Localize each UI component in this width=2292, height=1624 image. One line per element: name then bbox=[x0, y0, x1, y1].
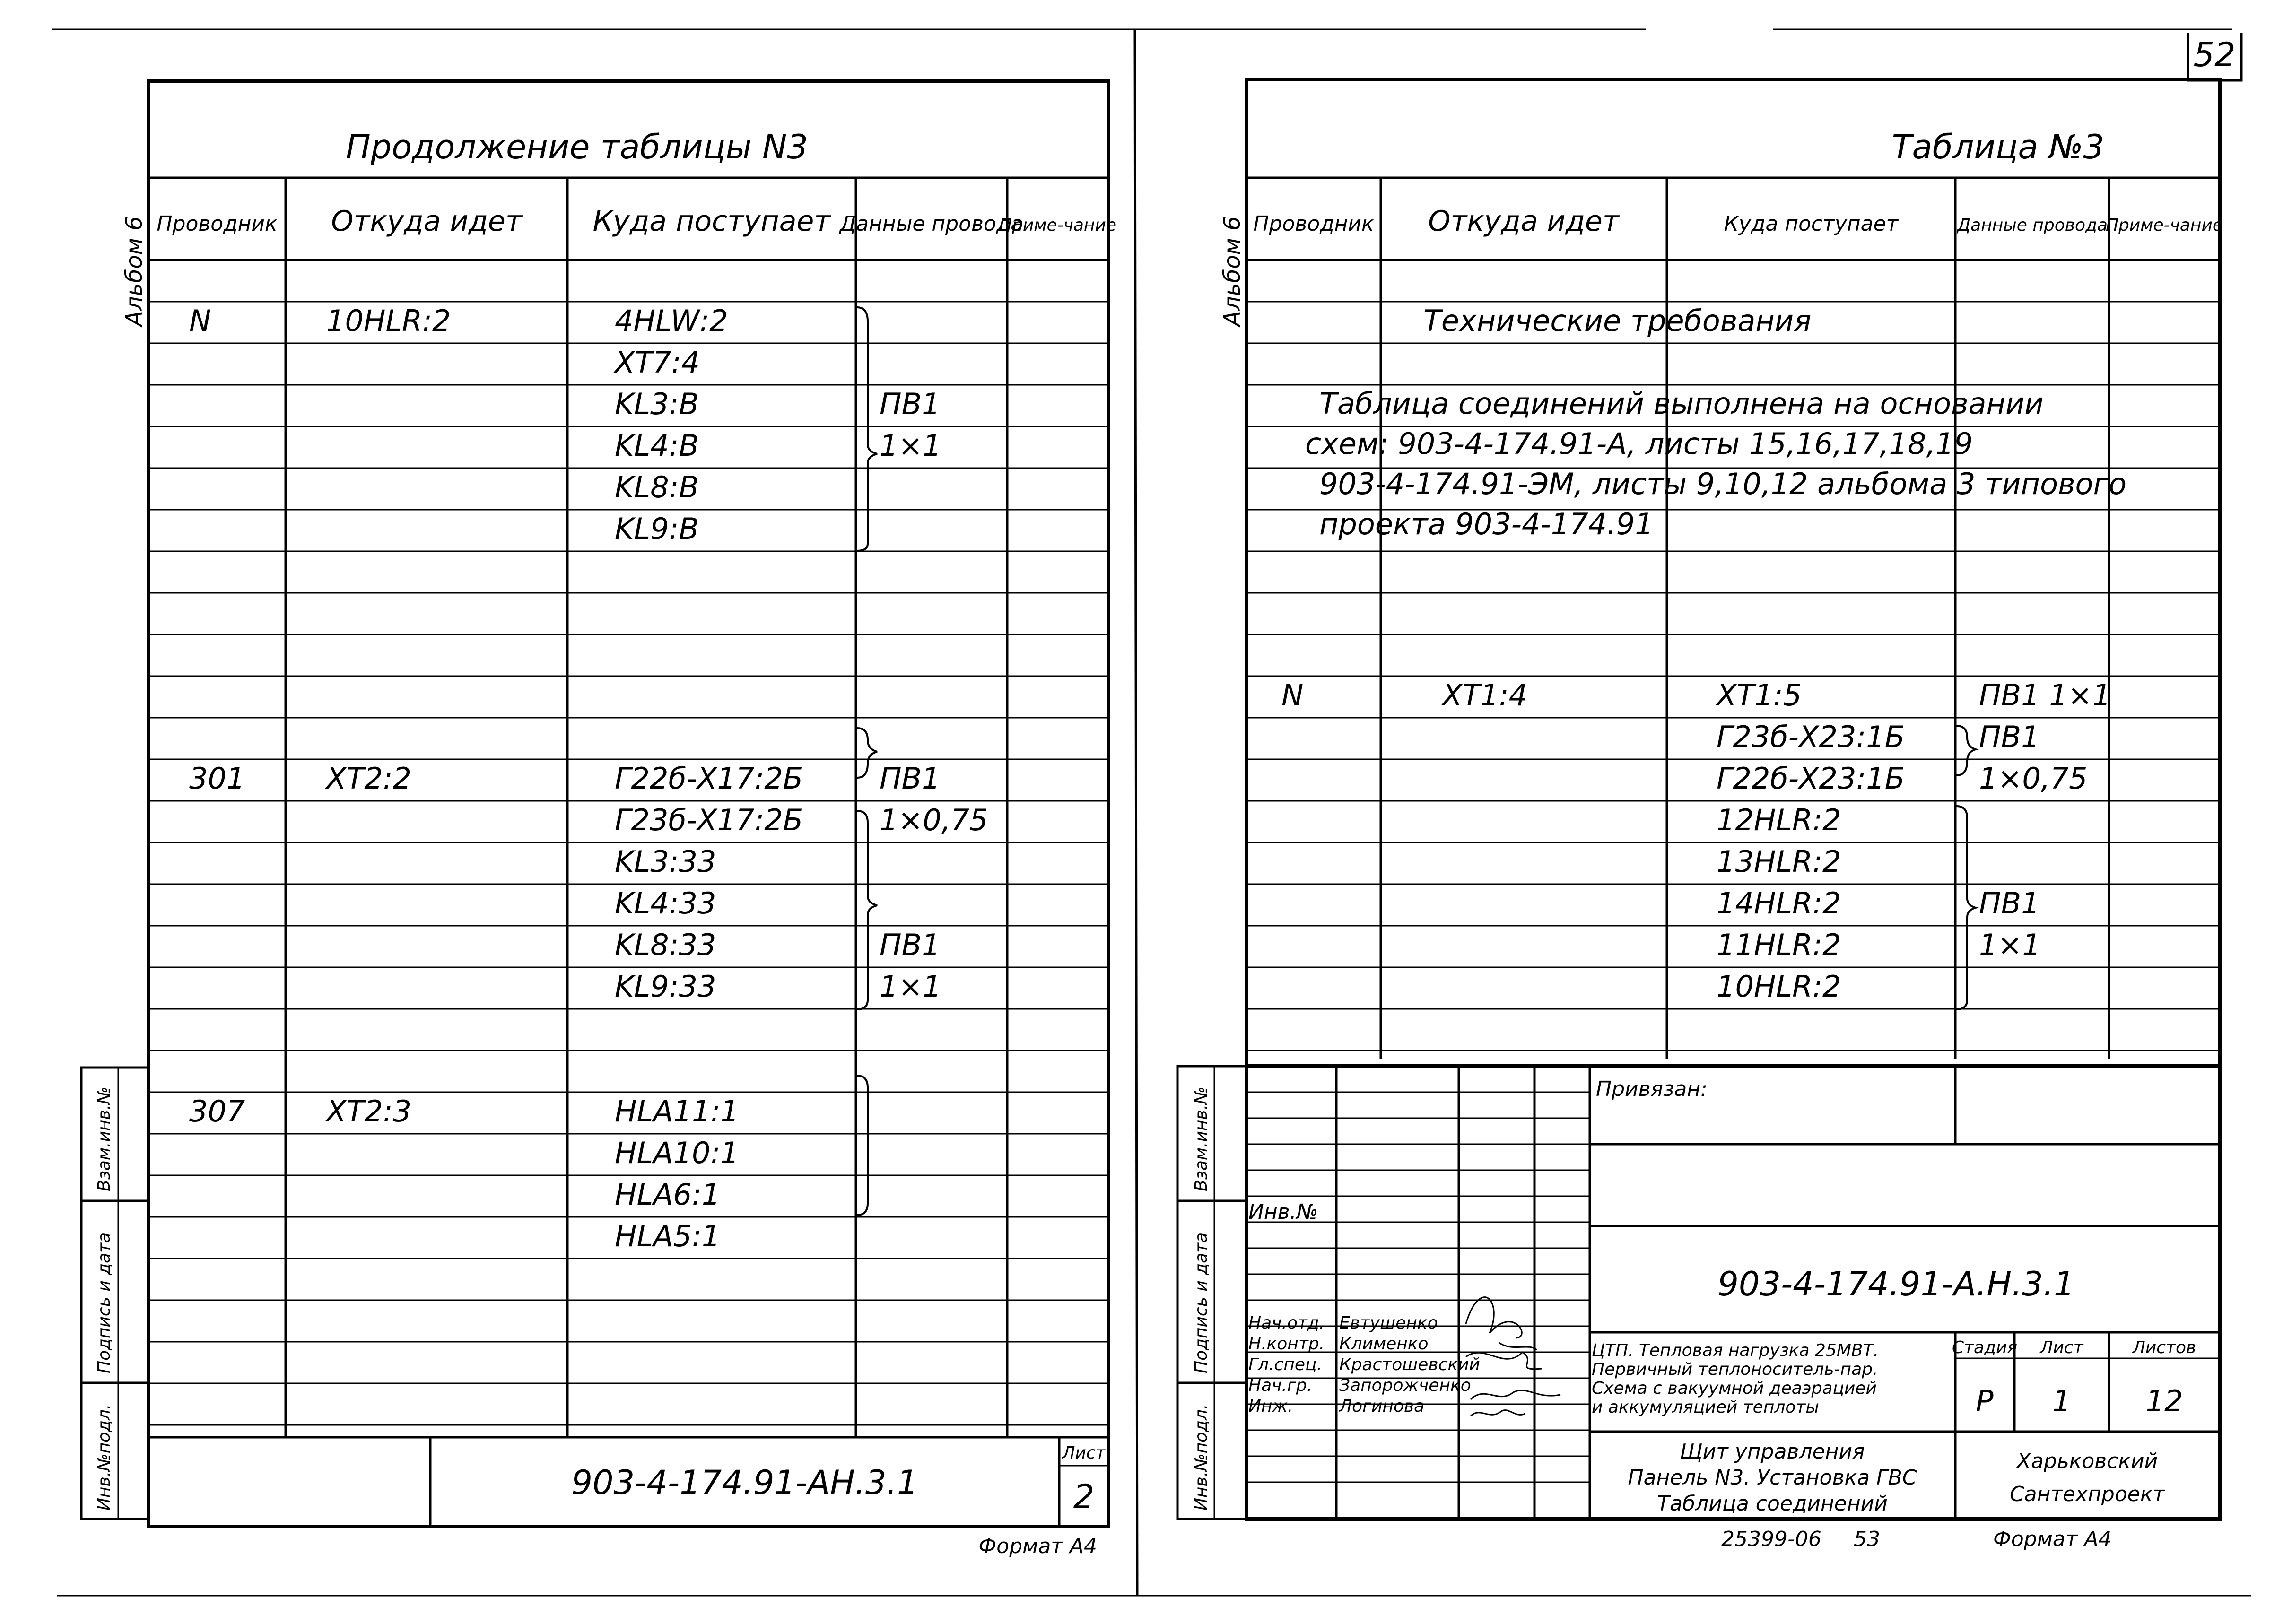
right-cell-data: 1×1 bbox=[1979, 928, 2041, 962]
staff-role: Инж. bbox=[1248, 1397, 1293, 1416]
right-brace-1 bbox=[1956, 726, 1976, 775]
staff-name: Запорожченко bbox=[1339, 1376, 1471, 1395]
right-cell-data: ПВ1 1×1 bbox=[1979, 678, 2111, 712]
left-title: Продолжение таблицы N3 bbox=[346, 128, 808, 166]
stage-value: Р bbox=[1976, 1384, 1994, 1418]
order-number: 25399-06 bbox=[1721, 1527, 1821, 1551]
staff-list bbox=[1248, 1313, 1480, 1416]
staff-name: Крастошевский bbox=[1339, 1355, 1480, 1374]
sheets-value: 12 bbox=[2145, 1384, 2183, 1418]
right-cell-to: 14HLR:2 bbox=[1717, 886, 1841, 921]
right-cell-to: XT1:5 bbox=[1717, 678, 1802, 712]
left-cell-data: 1×0,75 bbox=[880, 803, 988, 837]
panel-line-2: Панель N3. Установка ГВС bbox=[1628, 1466, 1917, 1490]
org-line-2: Сантехпроект bbox=[2009, 1482, 2165, 1506]
tech-req-line-1: Таблица соединений выполнена на основании bbox=[1319, 386, 2044, 421]
left-table-body bbox=[148, 302, 1108, 1425]
right-cell-data: ПВ1 bbox=[1979, 720, 2040, 754]
panel-line-1: Щит управления bbox=[1680, 1440, 1865, 1464]
left-cell-to: HLA5:1 bbox=[615, 1219, 721, 1253]
right-header-to: Куда поступает bbox=[1724, 212, 1899, 236]
left-cell-from: XT2:2 bbox=[326, 761, 412, 796]
right-cell-conductor: N bbox=[1281, 678, 1304, 712]
tech-req-line-2: схем: 903-4-174.91-А, листы 15,16,17,18,19 bbox=[1305, 426, 1973, 461]
left-cell-to: XT7:4 bbox=[615, 345, 700, 380]
left-side-stamp-replace-inv: Взам.инв.№ bbox=[95, 1086, 114, 1191]
sheets-label: Листов bbox=[2132, 1338, 2196, 1357]
staff-name: Евтушенко bbox=[1339, 1313, 1438, 1333]
right-sheet bbox=[1177, 79, 2223, 1551]
right-cell-to: Г23б-X23:1Б bbox=[1717, 720, 1905, 754]
left-header-conductor: Проводник bbox=[157, 212, 278, 236]
left-sheet bbox=[81, 81, 1116, 1558]
right-header-data: Данные провода bbox=[1957, 216, 2108, 235]
left-brace-4 bbox=[857, 1076, 868, 1215]
staff-role: Н.контр. bbox=[1248, 1334, 1325, 1354]
signature-scribble-1 bbox=[1466, 1297, 1537, 1350]
description-line-4: и аккумуляцией теплоты bbox=[1592, 1398, 1819, 1417]
staff-role: Нач.отд. bbox=[1248, 1313, 1325, 1333]
sheet-label: Лист bbox=[2040, 1338, 2083, 1357]
left-sheet-number: 2 bbox=[1073, 1477, 1095, 1516]
right-cell-data: 1×0,75 bbox=[1979, 761, 2088, 796]
left-cell-data: 1×1 bbox=[880, 969, 941, 1004]
left-brace-2 bbox=[857, 728, 877, 778]
description-line-2: Первичный теплоноситель-пар. bbox=[1592, 1360, 1878, 1379]
right-cell-to: 10HLR:2 bbox=[1717, 969, 1841, 1004]
right-album-label: Альбом 6 bbox=[1219, 216, 1246, 326]
staff-grid bbox=[1246, 1092, 1590, 1482]
left-header-to: Куда поступает bbox=[593, 205, 831, 238]
left-cell-to: KL4:B bbox=[615, 428, 699, 463]
left-cell-to: Г22б-X17:2Б bbox=[615, 761, 803, 796]
left-cell-to: KL9:33 bbox=[615, 969, 716, 1004]
right-table-body bbox=[1281, 678, 2111, 1004]
right-cell-data: ПВ1 bbox=[1979, 886, 2040, 921]
tech-req-title: Технические требования bbox=[1423, 304, 1812, 338]
left-cell-to: KL8:33 bbox=[615, 928, 716, 962]
left-header-from: Откуда идет bbox=[331, 205, 522, 238]
left-header-note: Приме-чание bbox=[999, 216, 1117, 235]
right-side-stamp-signature-date: Подпись и дата bbox=[1192, 1232, 1211, 1373]
right-format: Формат А4 bbox=[1993, 1527, 2112, 1551]
right-brace-2 bbox=[1956, 806, 1976, 1009]
right-header-conductor: Проводник bbox=[1253, 212, 1374, 236]
right-title: Таблица №3 bbox=[1891, 128, 2104, 166]
left-sheet-label: Лист bbox=[1062, 1443, 1106, 1463]
right-side-stamp bbox=[1177, 1066, 1246, 1519]
right-side-stamp-orig-inv: Инв.№подл. bbox=[1192, 1404, 1211, 1511]
staff-role: Гл.спец. bbox=[1248, 1355, 1322, 1374]
left-brace-3 bbox=[857, 811, 877, 1009]
staff-name: Логинова bbox=[1339, 1397, 1425, 1416]
left-cell-to: HLA10:1 bbox=[615, 1136, 739, 1170]
left-cell-to: Г23б-X17:2Б bbox=[615, 803, 803, 837]
left-cell-data: 1×1 bbox=[880, 428, 941, 463]
left-format: Формат А4 bbox=[978, 1534, 1097, 1558]
left-cell-conductor: 307 bbox=[189, 1094, 245, 1129]
right-doc-code: 903-4-174.91-А.Н.3.1 bbox=[1717, 1265, 2075, 1303]
right-cell-to: 13HLR:2 bbox=[1717, 844, 1841, 879]
left-cell-to: KL4:33 bbox=[615, 886, 716, 921]
page-number: 52 bbox=[2193, 35, 2236, 74]
stage-label: Стадия bbox=[1952, 1338, 2018, 1357]
left-cell-to: HLA6:1 bbox=[615, 1177, 721, 1212]
left-cell-to: 4HLW:2 bbox=[615, 304, 728, 338]
left-cell-conductor: 301 bbox=[189, 761, 245, 796]
left-cell-data: ПВ1 bbox=[880, 761, 941, 796]
left-cell-to: KL9:B bbox=[615, 512, 699, 546]
left-cell-from: XT2:3 bbox=[326, 1094, 412, 1129]
right-header-from: Откуда идет bbox=[1428, 205, 1619, 238]
panel-line-3: Таблица соединений bbox=[1657, 1492, 1888, 1516]
left-cell-to: HLA11:1 bbox=[615, 1094, 739, 1129]
left-doc-code: 903-4-174.91-АН.3.1 bbox=[571, 1463, 918, 1502]
right-side-stamp-replace-inv: Взам.инв.№ bbox=[1192, 1086, 1211, 1191]
order-page: 53 bbox=[1854, 1527, 1880, 1551]
signature-scribble-4 bbox=[1471, 1410, 1525, 1416]
right-header-note: Приме-чание bbox=[2105, 216, 2223, 235]
staff-role: Нач.гр. bbox=[1248, 1376, 1313, 1395]
left-cell-data: ПВ1 bbox=[880, 928, 941, 962]
left-album-label: Альбом 6 bbox=[121, 216, 148, 326]
signature-scribble-3 bbox=[1471, 1390, 1560, 1399]
left-cell-to: KL3:33 bbox=[615, 844, 716, 879]
left-side-stamp-orig-inv: Инв.№подл. bbox=[95, 1404, 114, 1511]
description-line-1: ЦТП. Тепловая нагрузка 25МВТ. bbox=[1592, 1341, 1879, 1360]
left-side-stamp-signature-date: Подпись и дата bbox=[95, 1232, 114, 1373]
right-cell-to: 12HLR:2 bbox=[1717, 803, 1841, 837]
tech-req-line-4: проекта 903-4-174.91 bbox=[1319, 507, 1654, 541]
sheet-value: 1 bbox=[2052, 1384, 2071, 1418]
org-line-1: Харьковский bbox=[2016, 1449, 2158, 1473]
left-side-stamp bbox=[81, 1068, 148, 1519]
left-header-data: Данные провода bbox=[839, 212, 1024, 236]
left-cell-conductor: N bbox=[189, 304, 211, 338]
left-cell-to: KL3:B bbox=[615, 387, 699, 421]
inv-label: Инв.№ bbox=[1248, 1200, 1318, 1224]
staff-name: Клименко bbox=[1339, 1334, 1429, 1354]
right-cell-to: Г22б-X23:1Б bbox=[1717, 761, 1905, 796]
center-fold-line bbox=[1135, 29, 1137, 1596]
left-cell-to: KL8:B bbox=[615, 470, 699, 504]
right-cell-to: 11HLR:2 bbox=[1717, 928, 1841, 962]
left-cell-data: ПВ1 bbox=[880, 387, 941, 421]
tied-label: Привязан: bbox=[1596, 1077, 1708, 1101]
left-cell-from: 10HLR:2 bbox=[326, 304, 451, 338]
tech-req-line-3: 903-4-174.91-ЭМ, листы 9,10,12 альбома 3 типового bbox=[1319, 467, 2126, 501]
right-cell-from: XT1:4 bbox=[1442, 678, 1528, 712]
description-line-3: Схема с вакуумной деаэрацией bbox=[1592, 1379, 1877, 1398]
